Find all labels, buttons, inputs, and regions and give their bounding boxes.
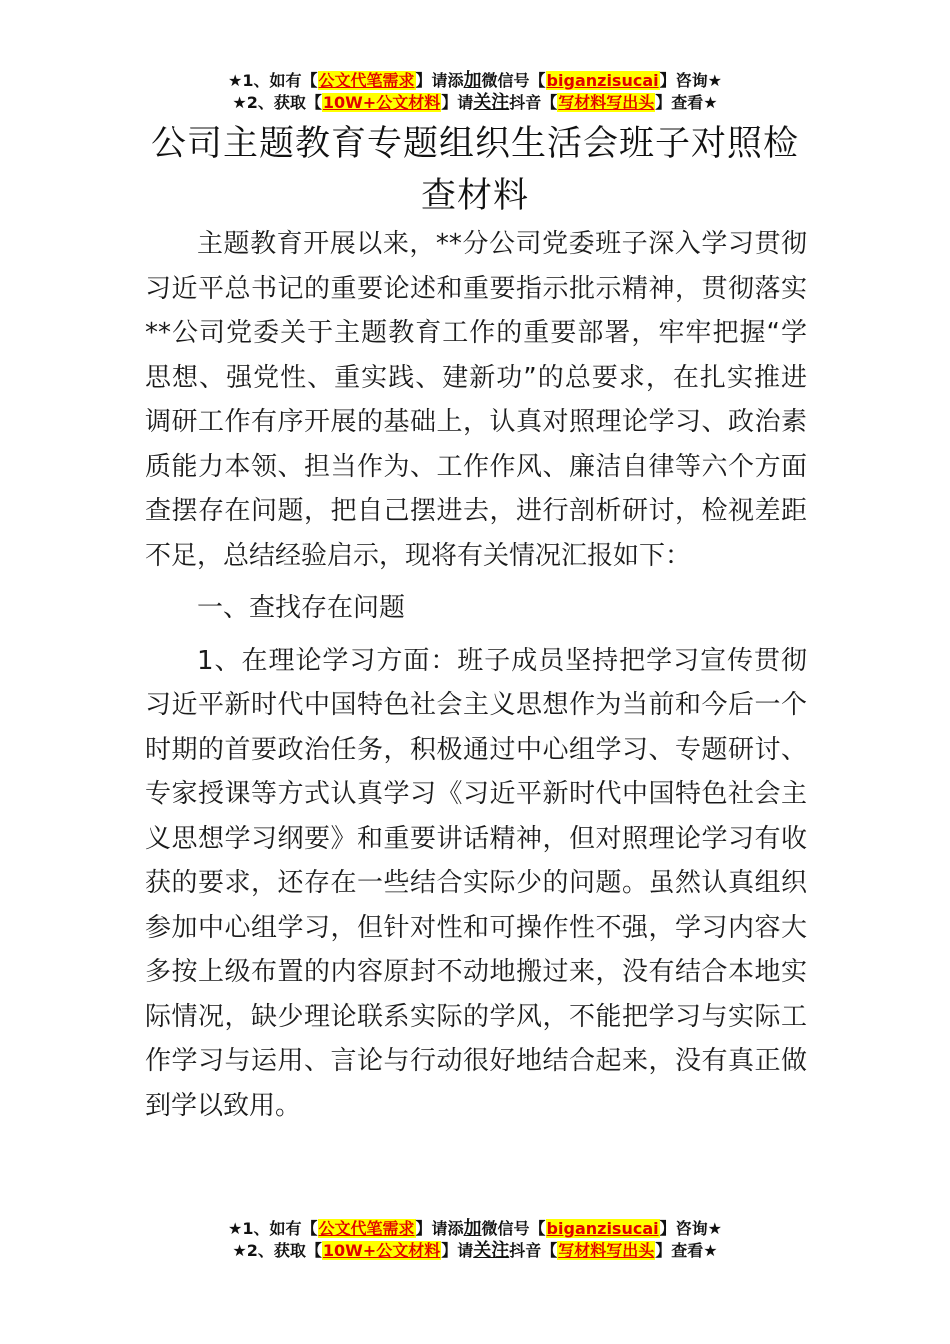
- promo-highlight: 公文代笔需求: [318, 71, 415, 90]
- promo-emphasis: 加: [463, 70, 482, 91]
- promo-line-1: [0, 70, 950, 92]
- promo-text: ★1、如有【: [228, 1219, 318, 1238]
- document-title: 公司主题教育专题组织生活会班子对照检查材料: [150, 124, 799, 216]
- promo-emphasis: 加: [463, 1218, 482, 1239]
- promo-line-1: [0, 1218, 950, 1240]
- paragraph-intro: 主题教育开展以来，**分公司党委班子深入学习贯彻习近平总书记的重要论述和重要指示批示精神，贯彻落实**公司党委关于主题教育工作的重要部署，牢牢把握“学思想、强党性、重实践、建新功”的总要求，在扎实推进调研工作有序开展的基础上，认真对照理论学习、政治素质能力本领、担当作为、工作作风、廉洁自律等六个方面查摆存在问题，把自己摆进去，进行剖析研讨，检视差距不足，总结经验启示，现将有关情况汇报如下：: [145, 229, 807, 571]
- promo-wechat-id: biganzisucai: [546, 71, 659, 90]
- promo-text: ★1、如有【: [228, 71, 318, 90]
- promo-banner-top: [0, 70, 950, 114]
- promo-text: ★2、获取【: [232, 93, 322, 112]
- promo-wechat-id: biganzisucai: [546, 1219, 659, 1238]
- promo-highlight: 10W+公文材料: [322, 93, 441, 112]
- paragraph-theory-study: 1、在理论学习方面：班子成员坚持把学习宣传贯彻习近平新时代中国特色社会主义思想作为当前和今后一个时期的首要政治任务，积极通过中心组学习、专题研讨、专家授课等方式认真学习《习近平新时代中国特色社会主义思想学习纲要》和重要讲话精神，但对照理论学习有收获的要求，还存在一些结合实际少的问题。虽然认真组织参加中心组学习，但针对性和可操作性不强，学习内容大多按上级布置的内容原封不动地搬过来，没有结合本地实际情况，缺少理论联系实际的学风，不能把学习与实际工作学习与运用、言论与行动很好地结合起来，没有真正做到学以致用。: [145, 645, 807, 1121]
- promo-text: 】咨询★: [659, 71, 722, 90]
- promo-text: 】查看★: [655, 1241, 718, 1260]
- section-heading: 一、查找存在问题: [197, 593, 406, 623]
- promo-text: 】请添: [415, 71, 464, 90]
- promo-emphasis: 关注: [473, 1240, 510, 1261]
- promo-banner-bottom: [0, 1218, 950, 1262]
- promo-text: 】请添: [415, 1219, 464, 1238]
- promo-text: 】请: [441, 93, 474, 112]
- promo-douyin-id: 写材料写出头: [558, 1241, 655, 1260]
- promo-text: 抖音【: [509, 1241, 558, 1260]
- promo-text: ★2、获取【: [232, 1241, 322, 1260]
- promo-highlight: 10W+公文材料: [322, 1241, 441, 1260]
- promo-emphasis: 关注: [473, 92, 510, 113]
- promo-douyin-id: 写材料写出头: [558, 93, 655, 112]
- promo-line-2: [0, 92, 950, 114]
- promo-text: 】查看★: [655, 93, 718, 112]
- promo-text: 抖音【: [509, 93, 558, 112]
- promo-highlight: 公文代笔需求: [318, 1219, 415, 1238]
- promo-line-2: [0, 1240, 950, 1262]
- promo-text: 】咨询★: [659, 1219, 722, 1238]
- promo-text: 微信号【: [481, 71, 546, 90]
- promo-text: 】请: [441, 1241, 474, 1260]
- document-body: [145, 222, 807, 1128]
- promo-text: 微信号【: [481, 1219, 546, 1238]
